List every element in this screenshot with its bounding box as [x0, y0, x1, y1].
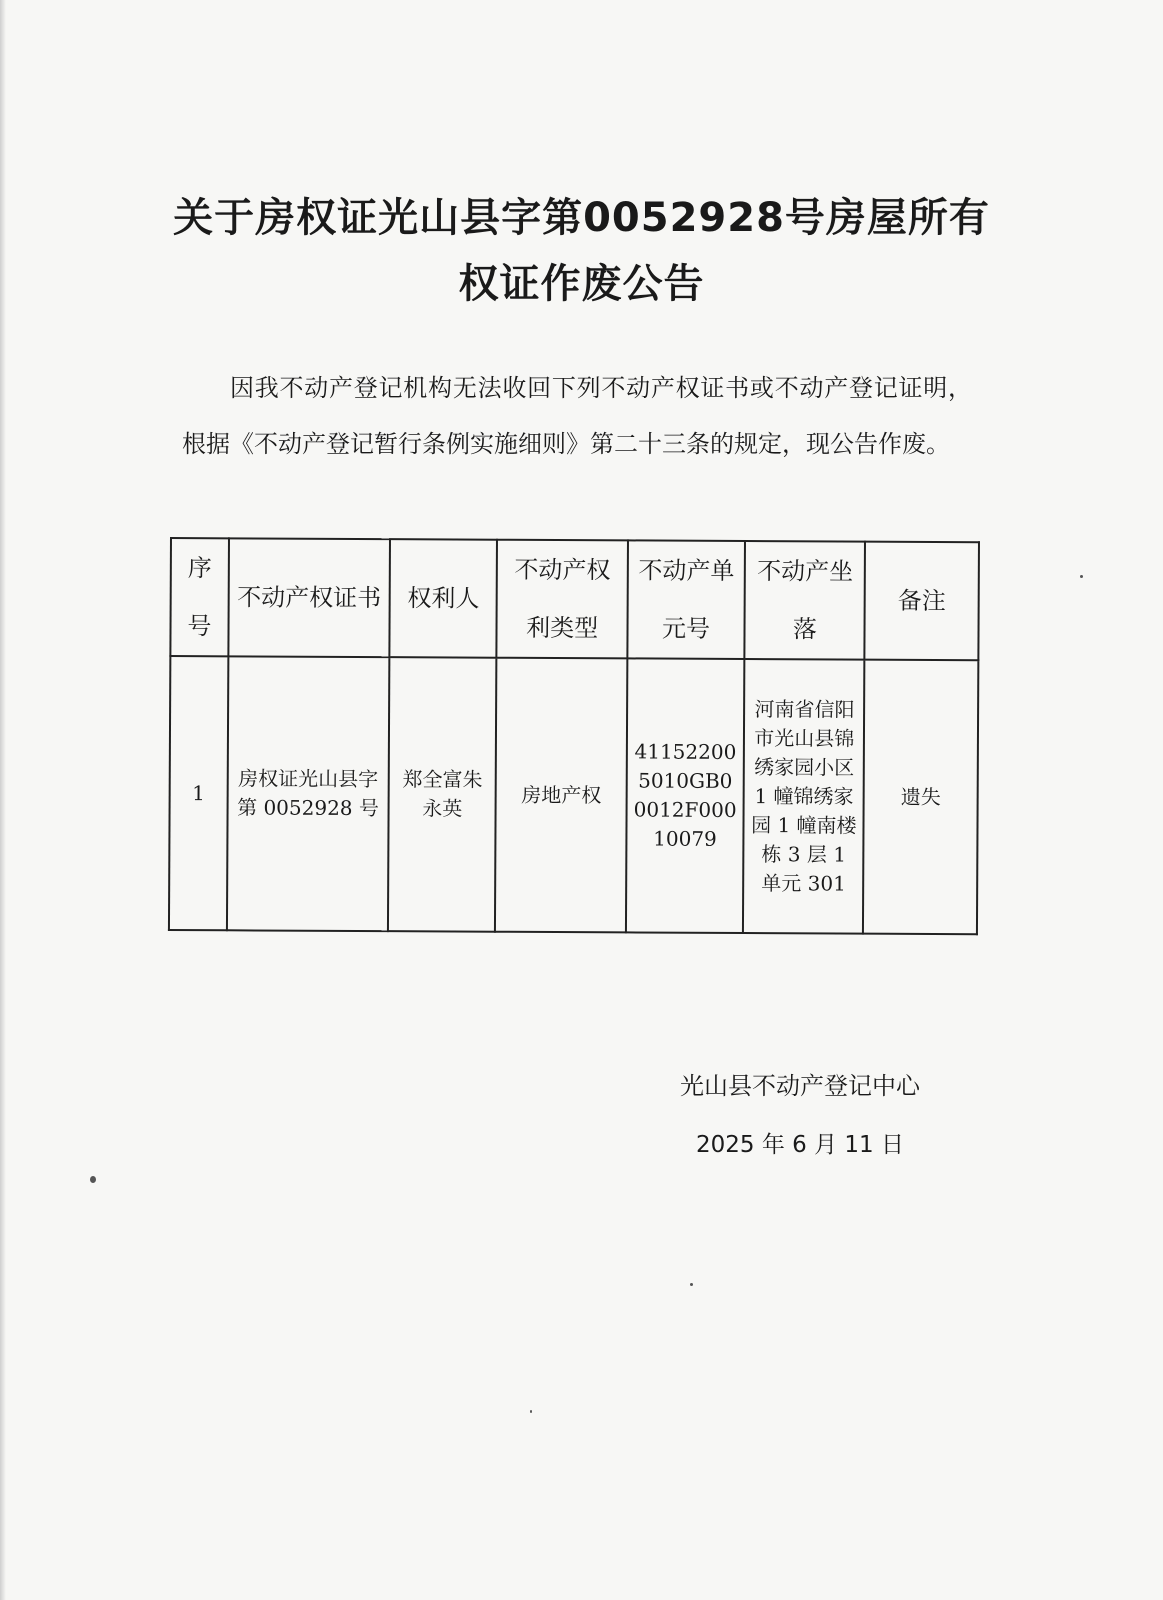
header-note: 备注: [865, 542, 979, 661]
invalidated-certificates-table: [168, 537, 980, 935]
issue-date: 2025 年 6 月 11 日: [696, 1132, 904, 1158]
issuing-organization: 光山县不动产登记中心: [680, 1072, 920, 1100]
document-title: [0, 185, 1163, 317]
header-unit-no: 不动产单元号: [627, 540, 745, 659]
cell-seq: 1: [169, 656, 228, 930]
table-row: [169, 656, 978, 934]
cell-holder: 郑全富朱永英: [388, 657, 497, 932]
scan-speck: [90, 1176, 96, 1183]
cell-right-type: 房地产权: [495, 658, 627, 933]
header-seq: 序号: [170, 538, 228, 656]
notice-paragraph: 因我不动产登记机构无法收回下列不动产权证书或不动产登记证明，根据《不动产登记暂行条例实施细则》第二十三条的规定，现公告作废。: [182, 374, 972, 458]
title-line-2: 权证作废公告: [458, 261, 705, 307]
scan-speck: [1080, 575, 1083, 578]
scan-speck: [690, 1283, 693, 1286]
table-header-row: [170, 538, 979, 660]
header-holder: 权利人: [389, 539, 497, 658]
header-right-type: 不动产权利类型: [497, 540, 628, 659]
cell-location: 河南省信阳市光山县锦绣家园小区 1 幢锦绣家园 1 幢南楼栋 3 层 1 单元 301: [743, 659, 864, 934]
cell-certificate: 房权证光山县字第 0052928 号: [227, 656, 390, 931]
header-certificate: 不动产权证书: [228, 538, 390, 657]
title-line-1: 关于房权证光山县字第0052928号房屋所有: [173, 195, 990, 241]
header-location: 不动产坐落: [745, 541, 865, 660]
scan-speck: [530, 1410, 532, 1413]
cell-unit-no: 411522005010GB00012F00010079: [626, 658, 745, 933]
notice-body: [182, 360, 972, 472]
cell-note: 遗失: [863, 660, 978, 935]
